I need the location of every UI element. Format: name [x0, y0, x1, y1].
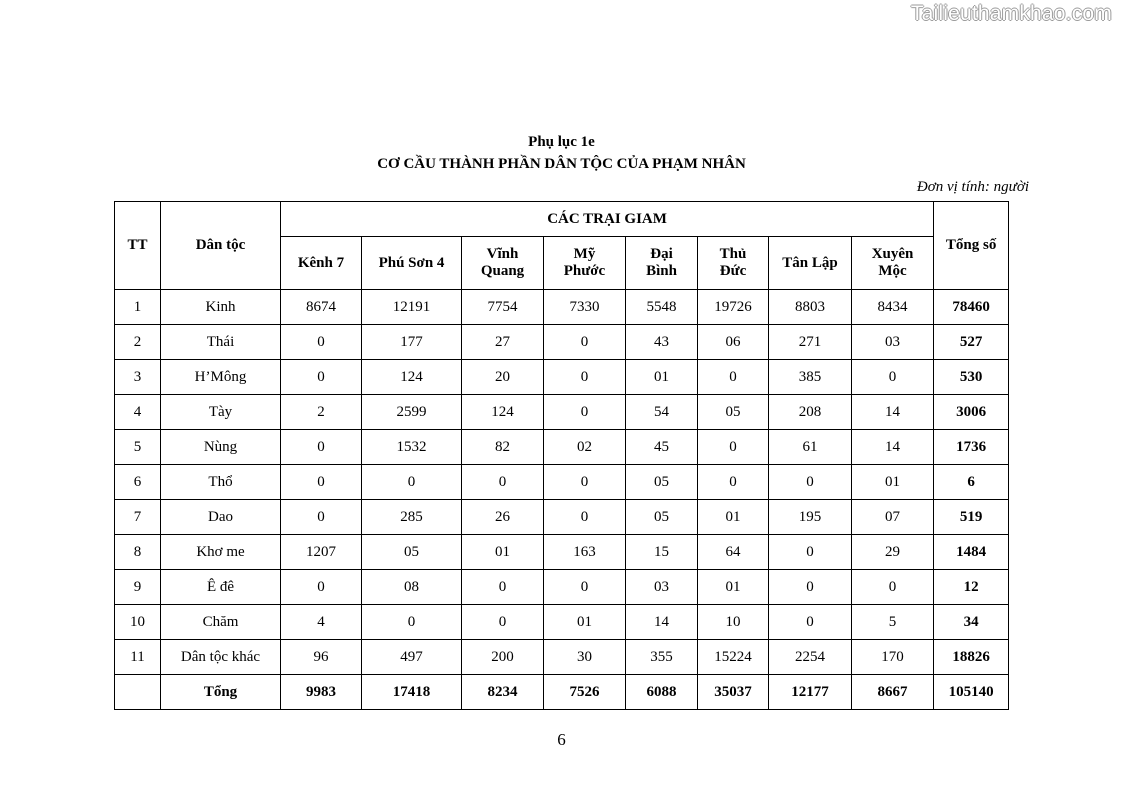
row-value: 0 [362, 465, 462, 500]
row-value: 12191 [362, 290, 462, 325]
row-value: 30 [544, 640, 626, 675]
header-ethnic-group: Dân tộc [161, 202, 281, 290]
row-value: 05 [362, 535, 462, 570]
header-camp [281, 237, 362, 290]
header-camp-label: Mộc [878, 263, 907, 279]
row-value: 61 [769, 430, 852, 465]
table-row [115, 605, 1009, 640]
row-tt: 10 [115, 605, 161, 640]
row-value: 15 [626, 535, 698, 570]
table-row [115, 570, 1009, 605]
row-value: 385 [769, 360, 852, 395]
row-value: 01 [698, 570, 769, 605]
row-value: 02 [544, 430, 626, 465]
header-camp [626, 237, 698, 290]
sum-row-value: 9983 [281, 675, 362, 710]
row-ethnic-name: Dao [161, 500, 281, 535]
sum-row-value: 35037 [698, 675, 769, 710]
sum-row-value: 8667 [852, 675, 934, 710]
row-value: 7754 [462, 290, 544, 325]
header-camp-label: Đức [719, 263, 747, 279]
row-value: 200 [462, 640, 544, 675]
row-value: 20 [462, 360, 544, 395]
row-value: 0 [462, 605, 544, 640]
row-tt: 3 [115, 360, 161, 395]
row-value: 06 [698, 325, 769, 360]
row-value: 285 [362, 500, 462, 535]
sum-row-value: 17418 [362, 675, 462, 710]
header-camp-label: Quang [480, 263, 525, 279]
row-value: 43 [626, 325, 698, 360]
row-value: 5 [852, 605, 934, 640]
row-value: 03 [852, 325, 934, 360]
row-value: 82 [462, 430, 544, 465]
row-tt: 5 [115, 430, 161, 465]
sum-row [115, 675, 1009, 710]
row-value: 2254 [769, 640, 852, 675]
header-total: Tổng số [934, 202, 1009, 290]
row-total: 12 [934, 570, 1009, 605]
row-value: 29 [852, 535, 934, 570]
row-value: 05 [626, 500, 698, 535]
row-value: 0 [769, 465, 852, 500]
ethnic-composition-table [114, 201, 1009, 710]
row-value: 0 [362, 605, 462, 640]
header-camp [544, 237, 626, 290]
row-tt: 8 [115, 535, 161, 570]
row-tt: 7 [115, 500, 161, 535]
row-tt: 4 [115, 395, 161, 430]
row-value: 15224 [698, 640, 769, 675]
row-ethnic-name: H’Mông [161, 360, 281, 395]
row-ethnic-name: Chăm [161, 605, 281, 640]
row-value: 0 [544, 570, 626, 605]
row-total: 34 [934, 605, 1009, 640]
row-total: 78460 [934, 290, 1009, 325]
sum-row-total: 105140 [934, 675, 1009, 710]
row-value: 0 [544, 360, 626, 395]
document-title: CƠ CẦU THÀNH PHẦN DÂN TỘC CỦA PHẠM NHÂN [377, 156, 746, 172]
row-tt: 9 [115, 570, 161, 605]
row-value: 2 [281, 395, 362, 430]
row-value: 03 [626, 570, 698, 605]
table-row [115, 395, 1009, 430]
table-row [115, 290, 1009, 325]
table-row [115, 640, 1009, 675]
table-row [115, 465, 1009, 500]
row-value: 14 [852, 395, 934, 430]
header-camp [852, 237, 934, 290]
row-value: 7330 [544, 290, 626, 325]
row-ethnic-name: Thái [161, 325, 281, 360]
row-total: 18826 [934, 640, 1009, 675]
row-value: 4 [281, 605, 362, 640]
row-value: 0 [281, 325, 362, 360]
row-value: 07 [852, 500, 934, 535]
header-camp-label: Đại [650, 246, 673, 262]
row-ethnic-name: Nùng [161, 430, 281, 465]
header-camp-label: Phước [563, 263, 606, 279]
row-total: 519 [934, 500, 1009, 535]
row-value: 01 [698, 500, 769, 535]
row-value: 19726 [698, 290, 769, 325]
row-value: 0 [281, 570, 362, 605]
row-value: 0 [462, 465, 544, 500]
row-tt: 2 [115, 325, 161, 360]
row-total: 530 [934, 360, 1009, 395]
row-tt: 11 [115, 640, 161, 675]
row-value: 0 [769, 605, 852, 640]
header-camp [698, 237, 769, 290]
header-prison-camps: CÁC TRẠI GIAM [281, 202, 934, 237]
row-value: 2599 [362, 395, 462, 430]
header-camp [462, 237, 544, 290]
row-ethnic-name: Thổ [161, 465, 281, 500]
row-value: 5548 [626, 290, 698, 325]
row-total: 527 [934, 325, 1009, 360]
row-value: 8803 [769, 290, 852, 325]
row-value: 177 [362, 325, 462, 360]
header-camp [769, 237, 852, 290]
row-total: 3006 [934, 395, 1009, 430]
row-value: 0 [698, 430, 769, 465]
row-value: 0 [281, 500, 362, 535]
row-value: 8434 [852, 290, 934, 325]
appendix-label: Phụ lục 1e [528, 134, 595, 150]
unit-note: Đơn vị tính: người [916, 179, 1029, 195]
header-camp-label: Bình [646, 263, 677, 279]
watermark: Tailieuthamkhao.com [910, 2, 1112, 25]
row-value: 0 [769, 535, 852, 570]
row-value: 01 [544, 605, 626, 640]
header-camp [362, 237, 462, 290]
row-ethnic-name: Tày [161, 395, 281, 430]
header-tt: TT [115, 202, 161, 290]
row-value: 1532 [362, 430, 462, 465]
sum-row-value: 6088 [626, 675, 698, 710]
row-value: 26 [462, 500, 544, 535]
table-row [115, 535, 1009, 570]
row-value: 271 [769, 325, 852, 360]
header-camp-label: Tân Lập [782, 254, 838, 271]
row-value: 0 [281, 430, 362, 465]
row-value: 14 [852, 430, 934, 465]
row-value: 0 [698, 360, 769, 395]
row-value: 0 [462, 570, 544, 605]
row-total: 1484 [934, 535, 1009, 570]
row-tt: 6 [115, 465, 161, 500]
table-row [115, 360, 1009, 395]
row-value: 0 [544, 465, 626, 500]
row-value: 163 [544, 535, 626, 570]
row-tt: 1 [115, 290, 161, 325]
row-value: 0 [698, 465, 769, 500]
sum-row-value: 7526 [544, 675, 626, 710]
row-value: 14 [626, 605, 698, 640]
row-value: 8674 [281, 290, 362, 325]
row-value: 10 [698, 605, 769, 640]
row-total: 6 [934, 465, 1009, 500]
row-value: 1207 [281, 535, 362, 570]
row-value: 08 [362, 570, 462, 605]
row-value: 497 [362, 640, 462, 675]
row-value: 0 [544, 395, 626, 430]
row-value: 0 [281, 360, 362, 395]
row-value: 355 [626, 640, 698, 675]
row-ethnic-name: Dân tộc khác [161, 640, 281, 675]
row-value: 27 [462, 325, 544, 360]
row-value: 124 [362, 360, 462, 395]
row-value: 01 [852, 465, 934, 500]
row-value: 54 [626, 395, 698, 430]
table-row [115, 430, 1009, 465]
row-value: 0 [769, 570, 852, 605]
sum-row-value: 12177 [769, 675, 852, 710]
header-camp-label: Xuyên [871, 246, 914, 262]
row-value: 01 [462, 535, 544, 570]
sum-row-value: 8234 [462, 675, 544, 710]
row-value: 208 [769, 395, 852, 430]
row-value: 170 [852, 640, 934, 675]
row-value: 64 [698, 535, 769, 570]
row-value: 195 [769, 500, 852, 535]
table-row [115, 325, 1009, 360]
table-body [115, 290, 1009, 710]
header-camp-label: Thủ [719, 246, 747, 262]
row-value: 124 [462, 395, 544, 430]
header-camp-label: Kênh 7 [297, 254, 345, 271]
sum-row-empty [115, 675, 161, 710]
sum-row-label: Tổng [161, 675, 281, 710]
page-number: 6 [557, 730, 566, 749]
header-camp-label: Phú Sơn 4 [378, 254, 445, 271]
row-value: 0 [852, 360, 934, 395]
row-value: 05 [626, 465, 698, 500]
row-total: 1736 [934, 430, 1009, 465]
row-value: 0 [544, 500, 626, 535]
row-value: 45 [626, 430, 698, 465]
row-value: 01 [626, 360, 698, 395]
row-value: 0 [281, 465, 362, 500]
header-camp-label: Vĩnh [486, 246, 519, 262]
row-value: 05 [698, 395, 769, 430]
row-value: 0 [544, 325, 626, 360]
row-value: 0 [852, 570, 934, 605]
header-camp-label: Mỹ [573, 246, 596, 262]
row-value: 96 [281, 640, 362, 675]
table-row [115, 500, 1009, 535]
row-ethnic-name: Ê đê [161, 570, 281, 605]
row-ethnic-name: Kinh [161, 290, 281, 325]
row-ethnic-name: Khơ me [161, 535, 281, 570]
